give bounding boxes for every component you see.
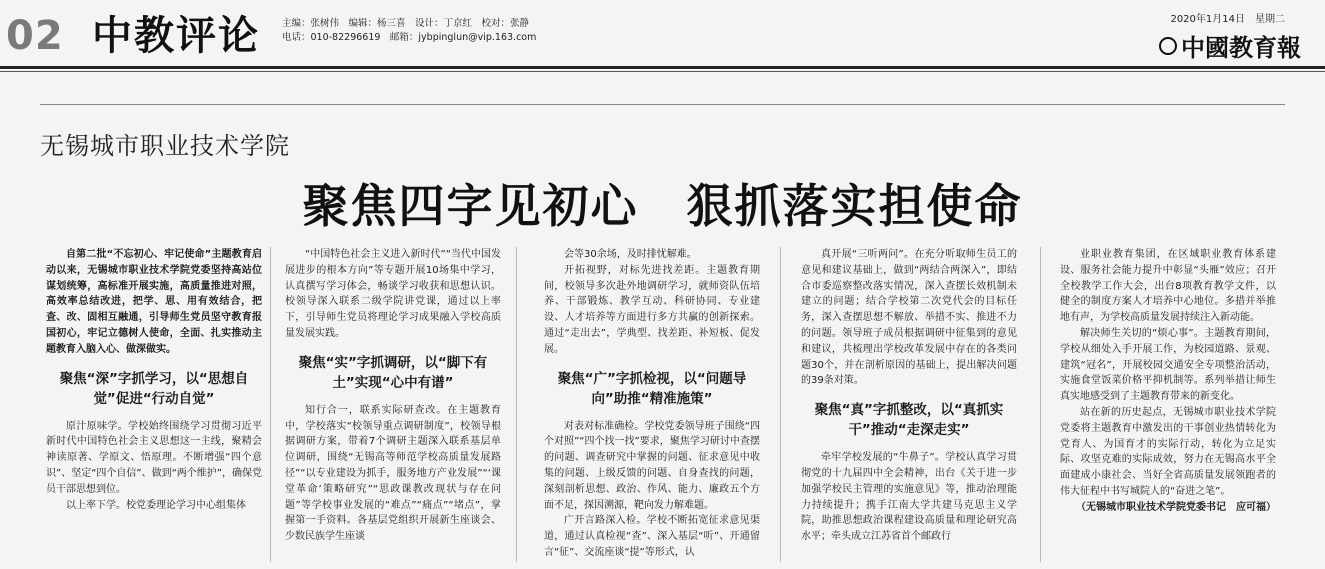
- contact-line: 电话：010-82296619 邮箱：jybpinglun@vip.163.com: [282, 32, 537, 43]
- body-paragraph: 对表对标准确检。学校党委领导班子围绕“四个对照”“四个找一找”要求，聚焦学习研讨中查摆的问题、调查研究中掌握的问题、征求意见中收集的问题、上级反馈的问题、自身查找的问题，深刻剖析思想、政治、作风、能力、廉政五个方面不足，探因溯源，靶向发力解难题。: [544, 420, 760, 511]
- subheading-inspection: 聚焦“广”字抓检视，以“问题导向”助推“精准施策”: [557, 370, 747, 407]
- article-column-3: [544, 247, 760, 562]
- issue-date: 2020年1月14日 星期二: [1170, 14, 1285, 25]
- newspaper-name: 中國教育報: [1181, 33, 1301, 62]
- article-column-1: [46, 247, 262, 562]
- subheading-research: 聚焦“实”字抓调研，以“脚下有土”实现“心中有谱”: [298, 354, 488, 391]
- institution-name: 无锡城市职业技术学院: [40, 132, 290, 160]
- article-top-rule: [40, 104, 1285, 105]
- column-divider: [1040, 247, 1041, 562]
- body-paragraph: 原汁原味学。学校始终围绕学习贯彻习近平新时代中国特色社会主义思想这一主线，聚精会神读原著、学原文、悟原理。不断增强“四个意识”、坚定“四个自信”、做到“两个维护”，确保党员干部思想到位。: [46, 420, 262, 495]
- subheading-rectification: 聚焦“真”字抓整改，以“真抓实干”推动“走深走实”: [814, 402, 1004, 439]
- article-column-5: [1060, 247, 1276, 562]
- editors-line: 主编：张树伟 编辑：杨三喜 设计：丁京红 校对：张静: [282, 18, 530, 29]
- body-paragraph: 站在新的历史起点，无锡城市职业技术学院党委将主题教育中激发出的干事创业热情转化为党育人、为国育才的实际行动，转化为立足实际、攻坚克难的实际成效，努力在无锡高水平全面建成小康社会、当好全省高质量发展领跑者的伟大征程中书写城院人的“奋进之笔”。: [1060, 406, 1276, 497]
- masthead-rule-thick: [0, 66, 1325, 69]
- column-divider: [780, 247, 781, 562]
- body-paragraph: 广开言路深入检。学校不断拓宽征求意见渠道，通过认真检视“查”、深入基层“听”、开通留言“征”、交流座谈“提”等形式，认: [544, 515, 760, 558]
- lead-paragraph: 自第二批“不忘初心、牢记使命”主题教育启动以来，无锡城市职业技术学院党委坚持高站位谋划统筹，高标准开展实施，高质量推进对照，高效率总结改进，把学、思、用有效结合，把查、改、固相互融通，引导师生党员坚守教育报国初心，牢记立德树人使命，全面、扎实推动主题教育入脑入心、做深做实。: [46, 249, 262, 355]
- column-divider: [516, 247, 517, 562]
- body-paragraph: 牵牢学校发展的“牛鼻子”。学校认真学习贯彻党的十九届四中全会精神，出台《关于进一步加强学校民主管理的实施意见》等，推动治理能力持续提升；携手江南大学共建马克思主义学院，助推思想政治课程建设高质量和理论研究高水平；牵头成立江苏省首个邮政行: [801, 452, 1017, 543]
- author-signature: （无锡城市职业技术学院党委书记 应可福）: [1076, 501, 1276, 513]
- section-title: 中教评论: [92, 13, 260, 59]
- emblem-icon: [1159, 37, 1177, 55]
- body-paragraph: 知行合一，联系实际研查改。在主题教育中，学校落实“校领导重点调研制度”，校领导根据调研方案，带着7个调研主题深入联系基层单位调研，围绕“无锡高等师范学校高质量发展路径”“以专业建设为抓手，服务地方产业发展”“‘课堂革命’策略研究”“思政课教改现状与存在问题”等学校事业发展的“难点”“痛点”“堵点”，掌握第一手资料。各基层党组织开展新生座谈会、少数民族学生座谈: [285, 404, 501, 543]
- body-paragraph: 业职业教育集团，在区域职业教育体系建设、服务社会能力提升中彰显“头雁”效应；召开全校教学工作大会，出台8项教育教学文件，以健全的制度方案人才培养中心地位。多措并举推地有声，为学校高质量发展持续注入新动能。: [1060, 249, 1276, 324]
- article-column-4: [801, 247, 1017, 562]
- body-paragraph: 会等30余场，及时排忧解难。: [564, 249, 697, 260]
- body-paragraph: 以上率下学。校党委理论学习中心组集体: [66, 499, 246, 511]
- newspaper-logo: [1159, 28, 1301, 63]
- masthead-rule-thin: [0, 71, 1325, 72]
- article-headline: 聚焦四字见初心 狠抓落实担使命: [302, 179, 1023, 233]
- body-paragraph: “中国特色社会主义进入新时代”“当代中国发展进步的根本方向”等专题开展10场集中学习，认真撰写学习体会，畅谈学习收获和思想认识。校领导深入联系二级学院讲党课，通过以上率下，引导师生党员将理论学习成果融入学校高质量发展实践。: [285, 249, 501, 339]
- body-paragraph: 解决师生关切的“烦心事”。主题教育期间，学校从细处入手开展工作，为校园道路、景观、建筑“冠名”，开展校园交通安全专项整治活动，实施食堂饭菜价格平抑机制等。系列举措让师生真实地感受到了主题教育带来的新变化。: [1060, 327, 1276, 403]
- article-column-2: [285, 247, 501, 562]
- column-divider: [270, 247, 271, 562]
- editors-credits: [282, 17, 536, 45]
- body-paragraph: 真开展“三听两问”。在充分听取师生员工的意见和建议基础上，做到“两结合两深入”，即结合市委巡察整改落实情况，深入查摆长效机制未建立的问题；结合学校第二次党代会的目标任务，深入查摆思想不解放、举措不实、推进不力的问题。领导班子成员根据调研中征集到的意见和建议，共梳理出学校改革发展中存在的各类问题30个，并在剖析原因的基础上，提出解决问题的39条对策。: [801, 249, 1017, 387]
- body-paragraph: 开拓视野，对标先进找差距。主题教育期间，校领导多次赴外地调研学习，就师资队伍培养、干部锻炼、教学互动、科研协同、专业建设、人才培养等方面进行多方共赢的创新探索。通过“走出去”，学典型、找差距、补短板、促发展。: [544, 264, 760, 355]
- page-number: 02: [6, 13, 64, 59]
- subheading-study: 聚焦“深”字抓学习，以“思想自觉”促进“行动自觉”: [59, 370, 249, 407]
